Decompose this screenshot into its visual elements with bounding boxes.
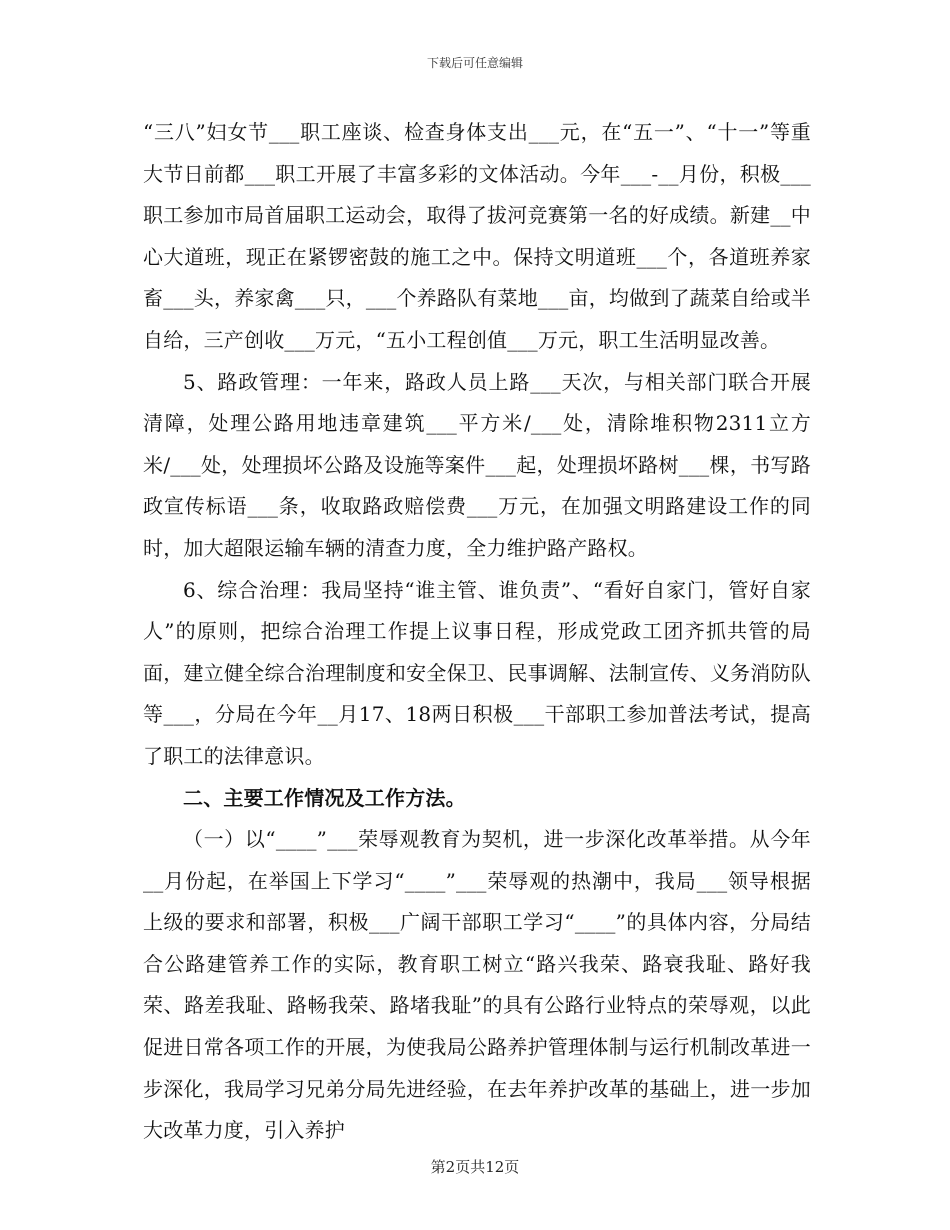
paragraph-comprehensive-governance: 6、综合治理：我局坚持“谁主管、谁负责”、“看好自家门，管好自家人”的原则，把综合治理工作提上议事日程，形成党政工团齐抓共管的局面，建立健全综合治理制度和安全保卫、民事调解、法制宣传、义务消防队等___，分局在今年__月17、18两日积极___干部职工参加普法考试，提高了职工的法律意识。	[143, 577, 811, 768]
section-heading: 二、主要工作情况及工作方法。	[183, 785, 466, 810]
paragraph-road-administration: 5、路政管理：一年来，路政人员上路___天次，与相关部门联合开展清障，处理公路用地违章建筑___平方米/___处，清除堆积物2311立方米/___处，处理损坏公路及设施等案件___起，处理损坏路树___棵，书写路政宣传标语___条，收取路政赔偿费___万元，在加强文明路建设工作的同时，加大超限运输车辆的清查力度，全力维护路产路权。	[143, 369, 811, 560]
document-body	[143, 112, 811, 1152]
paragraph-staff-activities: “三八”妇女节___职工座谈、检查身体支出___元，在“五一”、“十一”等重大节日前都___职工开展了丰富多彩的文体活动。今年___-__月份，积极___职工参加市局首届职工运动会，取得了拔河竞赛第一名的好成绩。新建__中心大道班，现正在紧锣密鼓的施工之中。保持文明道班___个，各道班养家畜___头，养家禽___只，___个养路队有菜地___亩，均做到了蔬菜自给或半自给，三产创收___万元，“五小工程创值___万元，职工生活明显改善。	[143, 120, 811, 352]
page-footer: 第2页共12页	[430, 1158, 520, 1176]
paragraph-honor-education: （一）以“____”___荣辱观教育为契机，进一步深化改革举措。从今年__月份起，在举国上下学习“____”___荣辱观的热潮中，我局___领导根据上级的要求和部署，积极___广阔干部职工学习“____”的具体内容，分局结合公路建管养工作的实际，教育职工树立“路兴我荣、路衰我耻、路好我荣、路差我耻、路畅我荣、路堵我耻”的具有公路行业特点的荣辱观，以此促进日常各项工作的开展，为使我局公路养护管理体制与运行机制改革进一步深化，我局学习兄弟分局先进经验，在去年养护改革的基础上，进一步加大改革力度，引入养护	[143, 827, 811, 1143]
page-header: 下载后可任意编辑	[426, 56, 523, 70]
